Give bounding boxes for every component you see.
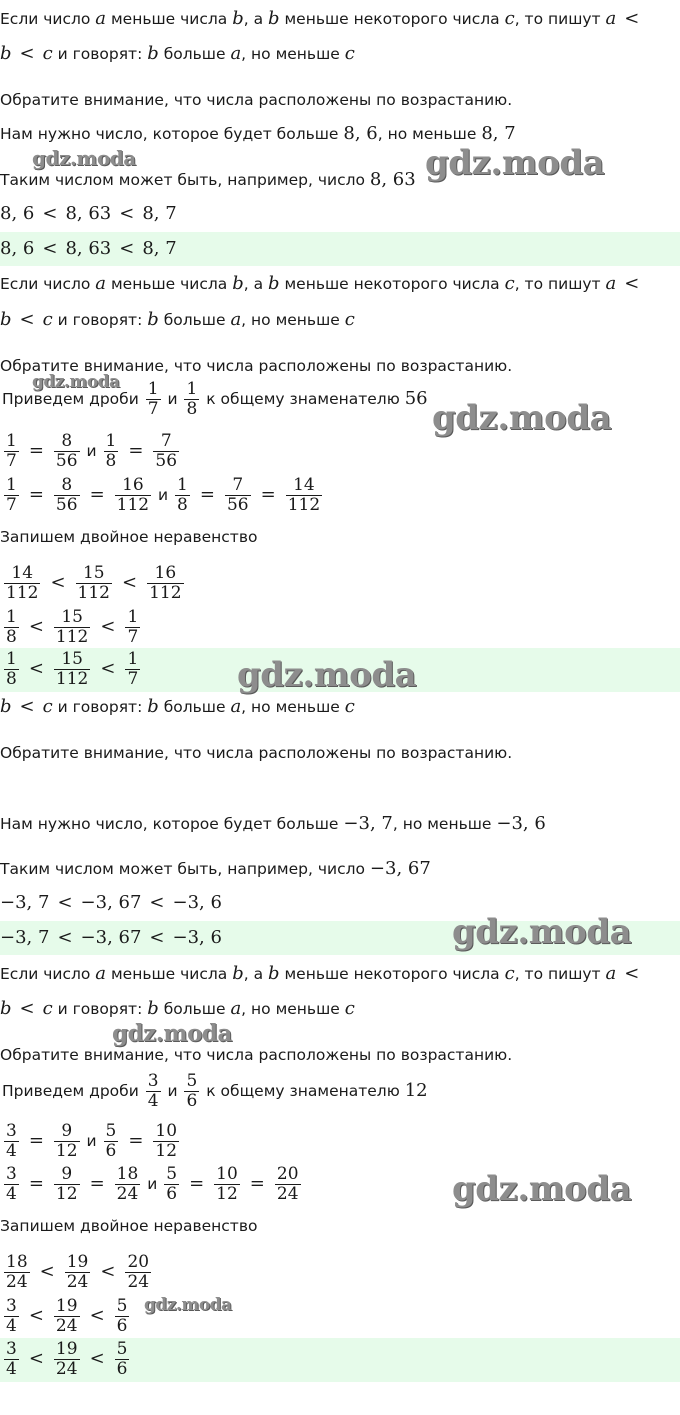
equation-line: $\frac{3}{4}$ = $\frac{9}{12}$ = $\frac{18}{24}$ и $\frac{5}{6}$ = $\frac{10}{12}$ = $\frac{20}{24}$ [6,1164,299,1204]
note-ascending: Обратите внимание, что числа расположены по возрастанию. [0,1046,513,1064]
reduce-fractions-line: Приведем дроби $\frac{3}{4}$ и $\frac{5}{6}$ к общему знаменателю 12 [2,1072,428,1111]
note-ascending: Обратите внимание, что числа расположены по возрастанию. [0,744,513,762]
watermark: gdz.moda [32,146,136,170]
rule-line: Если число a меньше числа b, а b меньше некоторого числа c, то пишут a < [0,963,640,984]
inequality: $\frac{3}{4}$ < $\frac{19}{24}$ < $\frac{5}{6}$ [6,1296,128,1336]
inequality: −3, 7 < −3, 67 < −3, 6 [0,892,222,913]
rule-line-continued: b < c и говорят: b больше a, но меньше c [0,309,355,330]
watermark: gdz.moda [425,143,605,183]
note-ascending: Обратите внимание, что числа расположены по возрастанию. [0,357,513,375]
need-number-line: Нам нужно число, которое будет больше −3, 7, но меньше −3, 6 [0,813,546,834]
answer-inequality: 8, 6 < 8, 63 < 8, 7 [0,232,680,266]
example-number-line: Таким числом может быть, например, число −3, 67 [0,858,431,879]
rule-line: Если число a меньше числа b, а b меньше некоторого числа c, то пишут a < [0,273,640,294]
answer-inequality: $\frac{1}{8}$ < $\frac{15}{112}$ < $\frac{1}{7}$ [0,648,680,692]
reduce-fractions-line: Приведем дроби $\frac{1}{7}$ и $\frac{1}{8}$ к общему знаменателю 56 [2,380,428,419]
note-ascending: Обратите внимание, что числа расположены по возрастанию. [0,91,513,109]
inequality: 8, 6 < 8, 63 < 8, 7 [0,203,177,224]
inequality: $\frac{14}{112}$ < $\frac{15}{112}$ < $\frac{16}{112}$ [6,563,182,603]
watermark: gdz.moda [112,1020,232,1047]
watermark: gdz.moda [32,372,120,392]
equation-line: $\frac{3}{4}$ = $\frac{9}{12}$ и $\frac{5}{6}$ = $\frac{10}{12}$ [6,1121,178,1161]
rule-line-continued: b < c и говорят: b больше a, но меньше c [0,43,355,64]
watermark: gdz.moda [144,1295,232,1315]
watermark: gdz.moda [237,655,417,695]
double-inequality-heading: Запишем двойное неравенство [0,1217,258,1235]
inequality: $\frac{1}{8}$ < $\frac{15}{112}$ < $\frac{1}{7}$ [6,607,139,647]
example-number-line: Таким числом может быть, например, число 8, 63 [0,169,416,190]
answer-inequality: $\frac{3}{4}$ < $\frac{19}{24}$ < $\frac{5}{6}$ [0,1338,680,1382]
watermark: gdz.moda [452,1169,632,1209]
answer-inequality: −3, 7 < −3, 67 < −3, 6 [0,921,680,955]
rule-line-continued: b < c и говорят: b больше a, но меньше c [0,998,355,1019]
watermark: gdz.moda [452,912,632,952]
double-inequality-heading: Запишем двойное неравенство [0,528,258,546]
inequality: $\frac{18}{24}$ < $\frac{19}{24}$ < $\frac{20}{24}$ [6,1252,150,1292]
equation-line: $\frac{1}{7}$ = $\frac{8}{56}$ = $\frac{16}{112}$ и $\frac{1}{8}$ = $\frac{7}{56}$ = $\frac{14}{112}$ [6,475,321,515]
rule-line: Если число a меньше числа b, а b меньше некоторого числа c, то пишут a < [0,8,640,29]
equation-line: $\frac{1}{7}$ = $\frac{8}{56}$ и $\frac{1}{8}$ = $\frac{7}{56}$ [6,431,178,471]
rule-line-continued: b < c и говорят: b больше a, но меньше c [0,696,355,717]
watermark: gdz.moda [432,398,612,438]
need-number-line: Нам нужно число, которое будет больше 8, 6, но меньше 8, 7 [0,123,516,144]
